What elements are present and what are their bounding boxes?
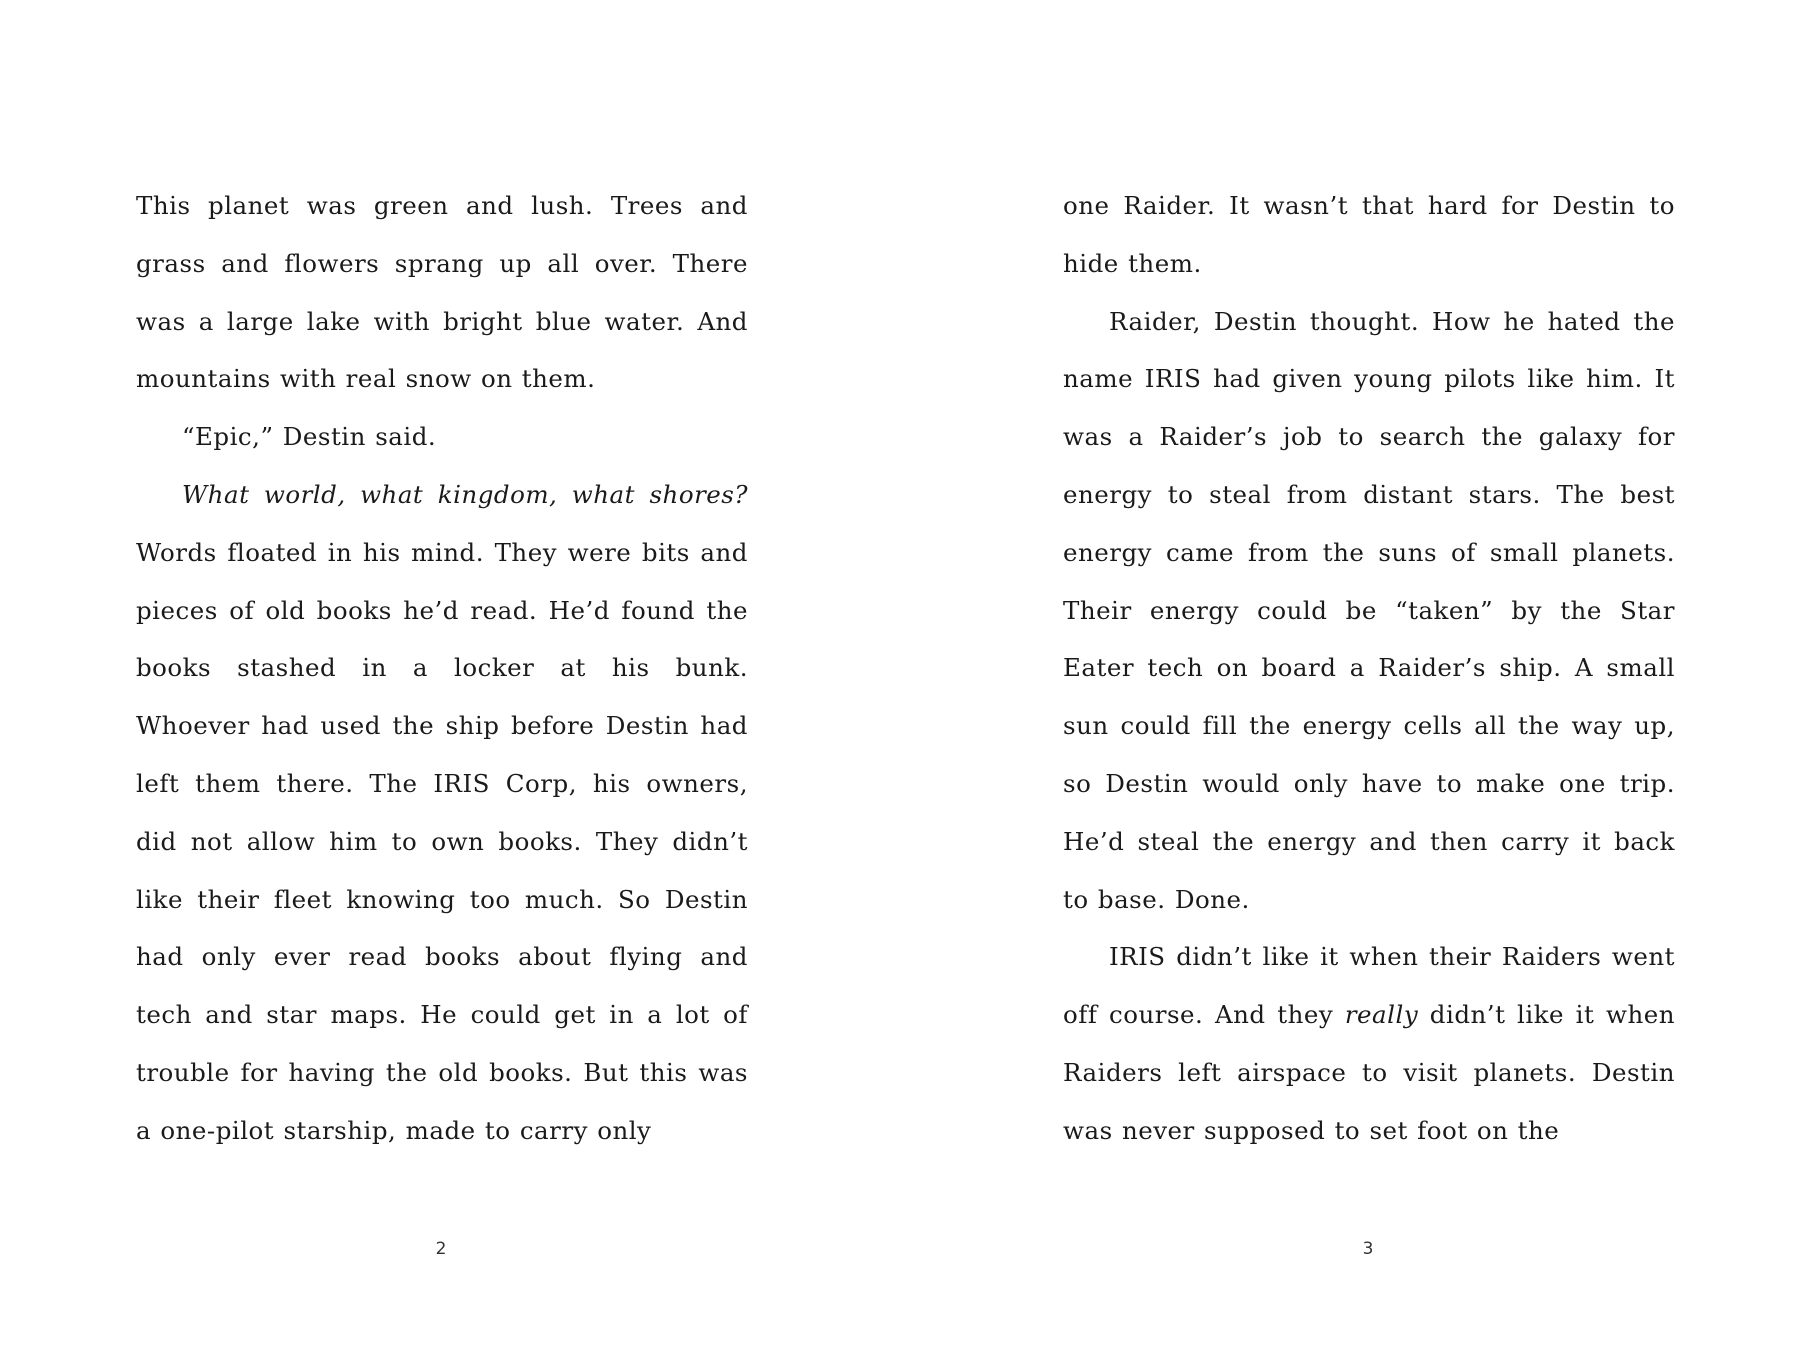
italic-emphasis: really	[1344, 1000, 1419, 1030]
paragraph-epic-dialogue: “Epic,” Destin said.	[182, 422, 437, 452]
paragraph-hide-them: one Raider. It wasn’t that hard for Destin to hide them.	[1063, 191, 1675, 278]
italic-quote: What world, what kingdom, what shores?	[182, 479, 748, 509]
paragraph-raider-job: Raider, Destin thought. How he hated the name IRIS had given young pilots like him. It was a Raider’s job to search the galaxy for energy to steal from distant stars. The best energy came from the suns of small planets. Their energy could be “taken” by the Star Eater tech on board a Raider’s ship. A small sun could fill the energy cells all the way up, so Destin would only have to make one trip. He’d steal the energy and then carry it back to base. Done.	[1063, 306, 1675, 914]
paragraph-planet-description: This planet was green and lush. Trees and grass and flowers sprang up all over. There was a large lake with bright blue water. And mountains with real snow on them.	[136, 191, 748, 394]
paragraph-iris-rules-text-1: IRIS didn’t like it when their Raiders went off course. And they	[1063, 942, 1675, 1030]
paragraph-old-books	[136, 466, 748, 1160]
paragraph-iris-rules	[1063, 928, 1675, 1159]
right-page	[1063, 177, 1675, 1177]
left-page	[136, 177, 748, 1177]
paragraph-iris-rules-text-2: didn’t like it when Raiders left airspace to visit planets. Destin was never supposed to set foot on the	[1063, 1000, 1675, 1145]
paragraph-old-books-text: Words floated in his mind. They were bits and pieces of old books he’d read. He’d found the books stashed in a locker at his bunk. Whoever had used the ship before Destin had left them there. The IRIS Corp, his owners, did not allow him to own books. They didn’t like their fleet knowing too much. So Destin had only ever read books about flying and tech and star maps. He could get in a lot of trouble for having the old books. But this was a one-pilot starship, made to carry only	[136, 537, 748, 1145]
page-number-left: 2	[435, 1239, 447, 1259]
page-number-right: 3	[1362, 1239, 1374, 1259]
